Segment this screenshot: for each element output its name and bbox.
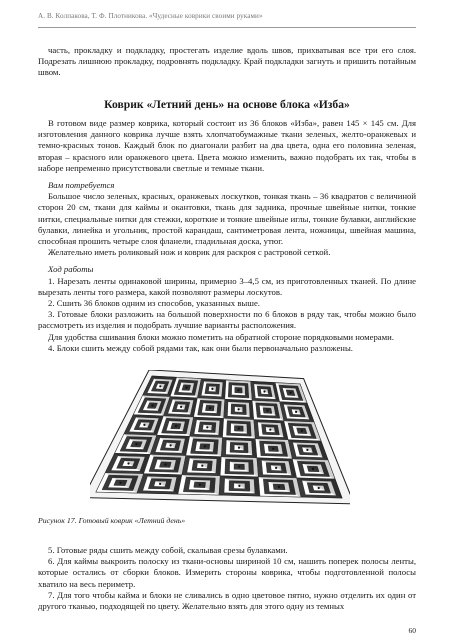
needs-paragraph: Большое число зеленых, красных, оранжевых лоскутков, тонкая ткань – 36 квадратов с величиной сторон 20 см, ткани для каймы и окантовки, ткань для задника, прочные швейные нитки, тонкие нитки, специальные нитки для стежки, короткие и тонкие швейные иглы, тонкие булавки, английские булавки, линейка и угольник, простой карандаш, сантиметровая лента, ножницы, швейная машина, способная прошить четыре слоя фланели, гладильная доска, утюг. (38, 191, 416, 247)
quilt-center (238, 447, 240, 449)
quilt-center (275, 467, 277, 469)
quilt-center (170, 444, 172, 446)
intro-paragraph: В готовом виде размер коврика, который состоит из 36 блоков «Изба», равен 145 × 145 см. Для изготовления данного коврика лучше взять хлопчатобумажные ткани зеленых, желто-оранжевых и темно-красных тонов. Каждый блок по диагонали разбит на два цвета, одна его половина зеленая, вторая – красного или оранжевого цвета. Цвета можно изменить, важно подобрать их так, чтобы в наборе непременно присутствовали светлые и темные ткани. (38, 118, 416, 173)
quilt-center (175, 425, 177, 427)
needs-heading: Вам потребуется (48, 180, 115, 191)
work-step: 6. Для каймы выкроить полоску из ткани-основы шириной 10 см, нашить поперек полосы ленты, которые остались от сборки блоков. Измерить стороны коврика, чтобы подготовленной полосы хватило на весь периметр. (38, 556, 416, 589)
quilt-center (164, 464, 166, 466)
body-text-block (38, 118, 416, 354)
top-paragraph-block (38, 45, 416, 79)
after-steps-block (38, 545, 416, 612)
quilt-center (143, 424, 145, 426)
work-heading: Ход работы (48, 264, 94, 275)
needs-paragraph: Желательно иметь роликовый нож и коврик для раскроя с растровой сеткой. (48, 247, 331, 258)
quilt-center (269, 429, 271, 431)
quilt-center (201, 465, 203, 467)
quilt-center (209, 407, 211, 409)
quilt-center (237, 389, 239, 391)
quilt-center (159, 385, 161, 387)
top-paragraph: часть, прокладку и подкладку, простегать изделие вдоль швов, прихватывая все три его слоя. Подрезать лишнюю прокладку, подровнять подкладку. Край подкладки загнуть и пришить потайным швом. (38, 45, 416, 78)
quilt-center (272, 448, 274, 450)
quilt-center (266, 410, 268, 412)
quilt-center (289, 392, 291, 394)
work-step: 4. Блоки сшить между собой рядами так, как они были первоначально разложены. (48, 342, 353, 353)
quilt-center (206, 426, 208, 428)
quilt-center (306, 449, 308, 451)
quilt-center (238, 466, 240, 468)
quilt-center (159, 483, 161, 485)
quilt-center (318, 487, 320, 489)
quilt-center (180, 406, 182, 408)
work-step: 1. Нарезать ленты одинаковой ширины, примерно 3–4,5 см, из приготовленных тканей. По длине вырезать ленты того размера, какой позволяют размеры лоскутов. (38, 275, 416, 297)
quilt-center (263, 390, 265, 392)
quilt-center (135, 443, 137, 445)
quilt-center (204, 445, 206, 447)
quilt-center (119, 482, 121, 484)
quilt-center (151, 405, 153, 407)
quilt-center (295, 411, 297, 413)
work-step: 7. Для того чтобы кайма и блоки не сливались в одно цветовое пятно, нужно отделить их один от другого тканью, подходящей по цвету. Желательно взять для этого одну из темных (38, 589, 416, 612)
work-step: Для удобства сшивания блоки можно пометить на обратной стороне порядковыми номерами. (48, 331, 394, 342)
quilt-center (238, 427, 240, 429)
running-head: А. В. Колпакова, Т. Ф. Плотникова. «Чудесные коврики своими руками» (38, 12, 263, 20)
quilt-center (238, 408, 240, 410)
quilt-illustration (90, 370, 350, 510)
quilt-center (278, 486, 280, 488)
quilt-center (211, 388, 213, 390)
header-rule (38, 27, 416, 28)
work-step: 5. Готовые ряды сшить между собой, скалывая срезы булавками. (48, 545, 288, 555)
quilt-center (185, 387, 187, 389)
section-title: Коврик «Летний день» на основе блока «Изба» (104, 98, 350, 111)
quilt-center (312, 468, 314, 470)
quilt-center (127, 462, 129, 464)
work-step: 2. Сшить 36 блоков одним из способов, указанных выше. (48, 298, 260, 309)
quilt-center (199, 484, 201, 486)
quilt-center (301, 430, 303, 432)
figure-caption: Рисунок 17. Готовый коврик «Летний день» (38, 516, 186, 525)
page-number: 60 (408, 626, 416, 635)
quilt-grid (90, 370, 350, 504)
work-step: 3. Готовые блоки разложить на большой поверхности по 6 блоков в ряду так, чтобы можно было рассмотреть из изделия и подобрать лучшие варианты расположения. (38, 309, 416, 331)
quilt-center (238, 485, 240, 487)
